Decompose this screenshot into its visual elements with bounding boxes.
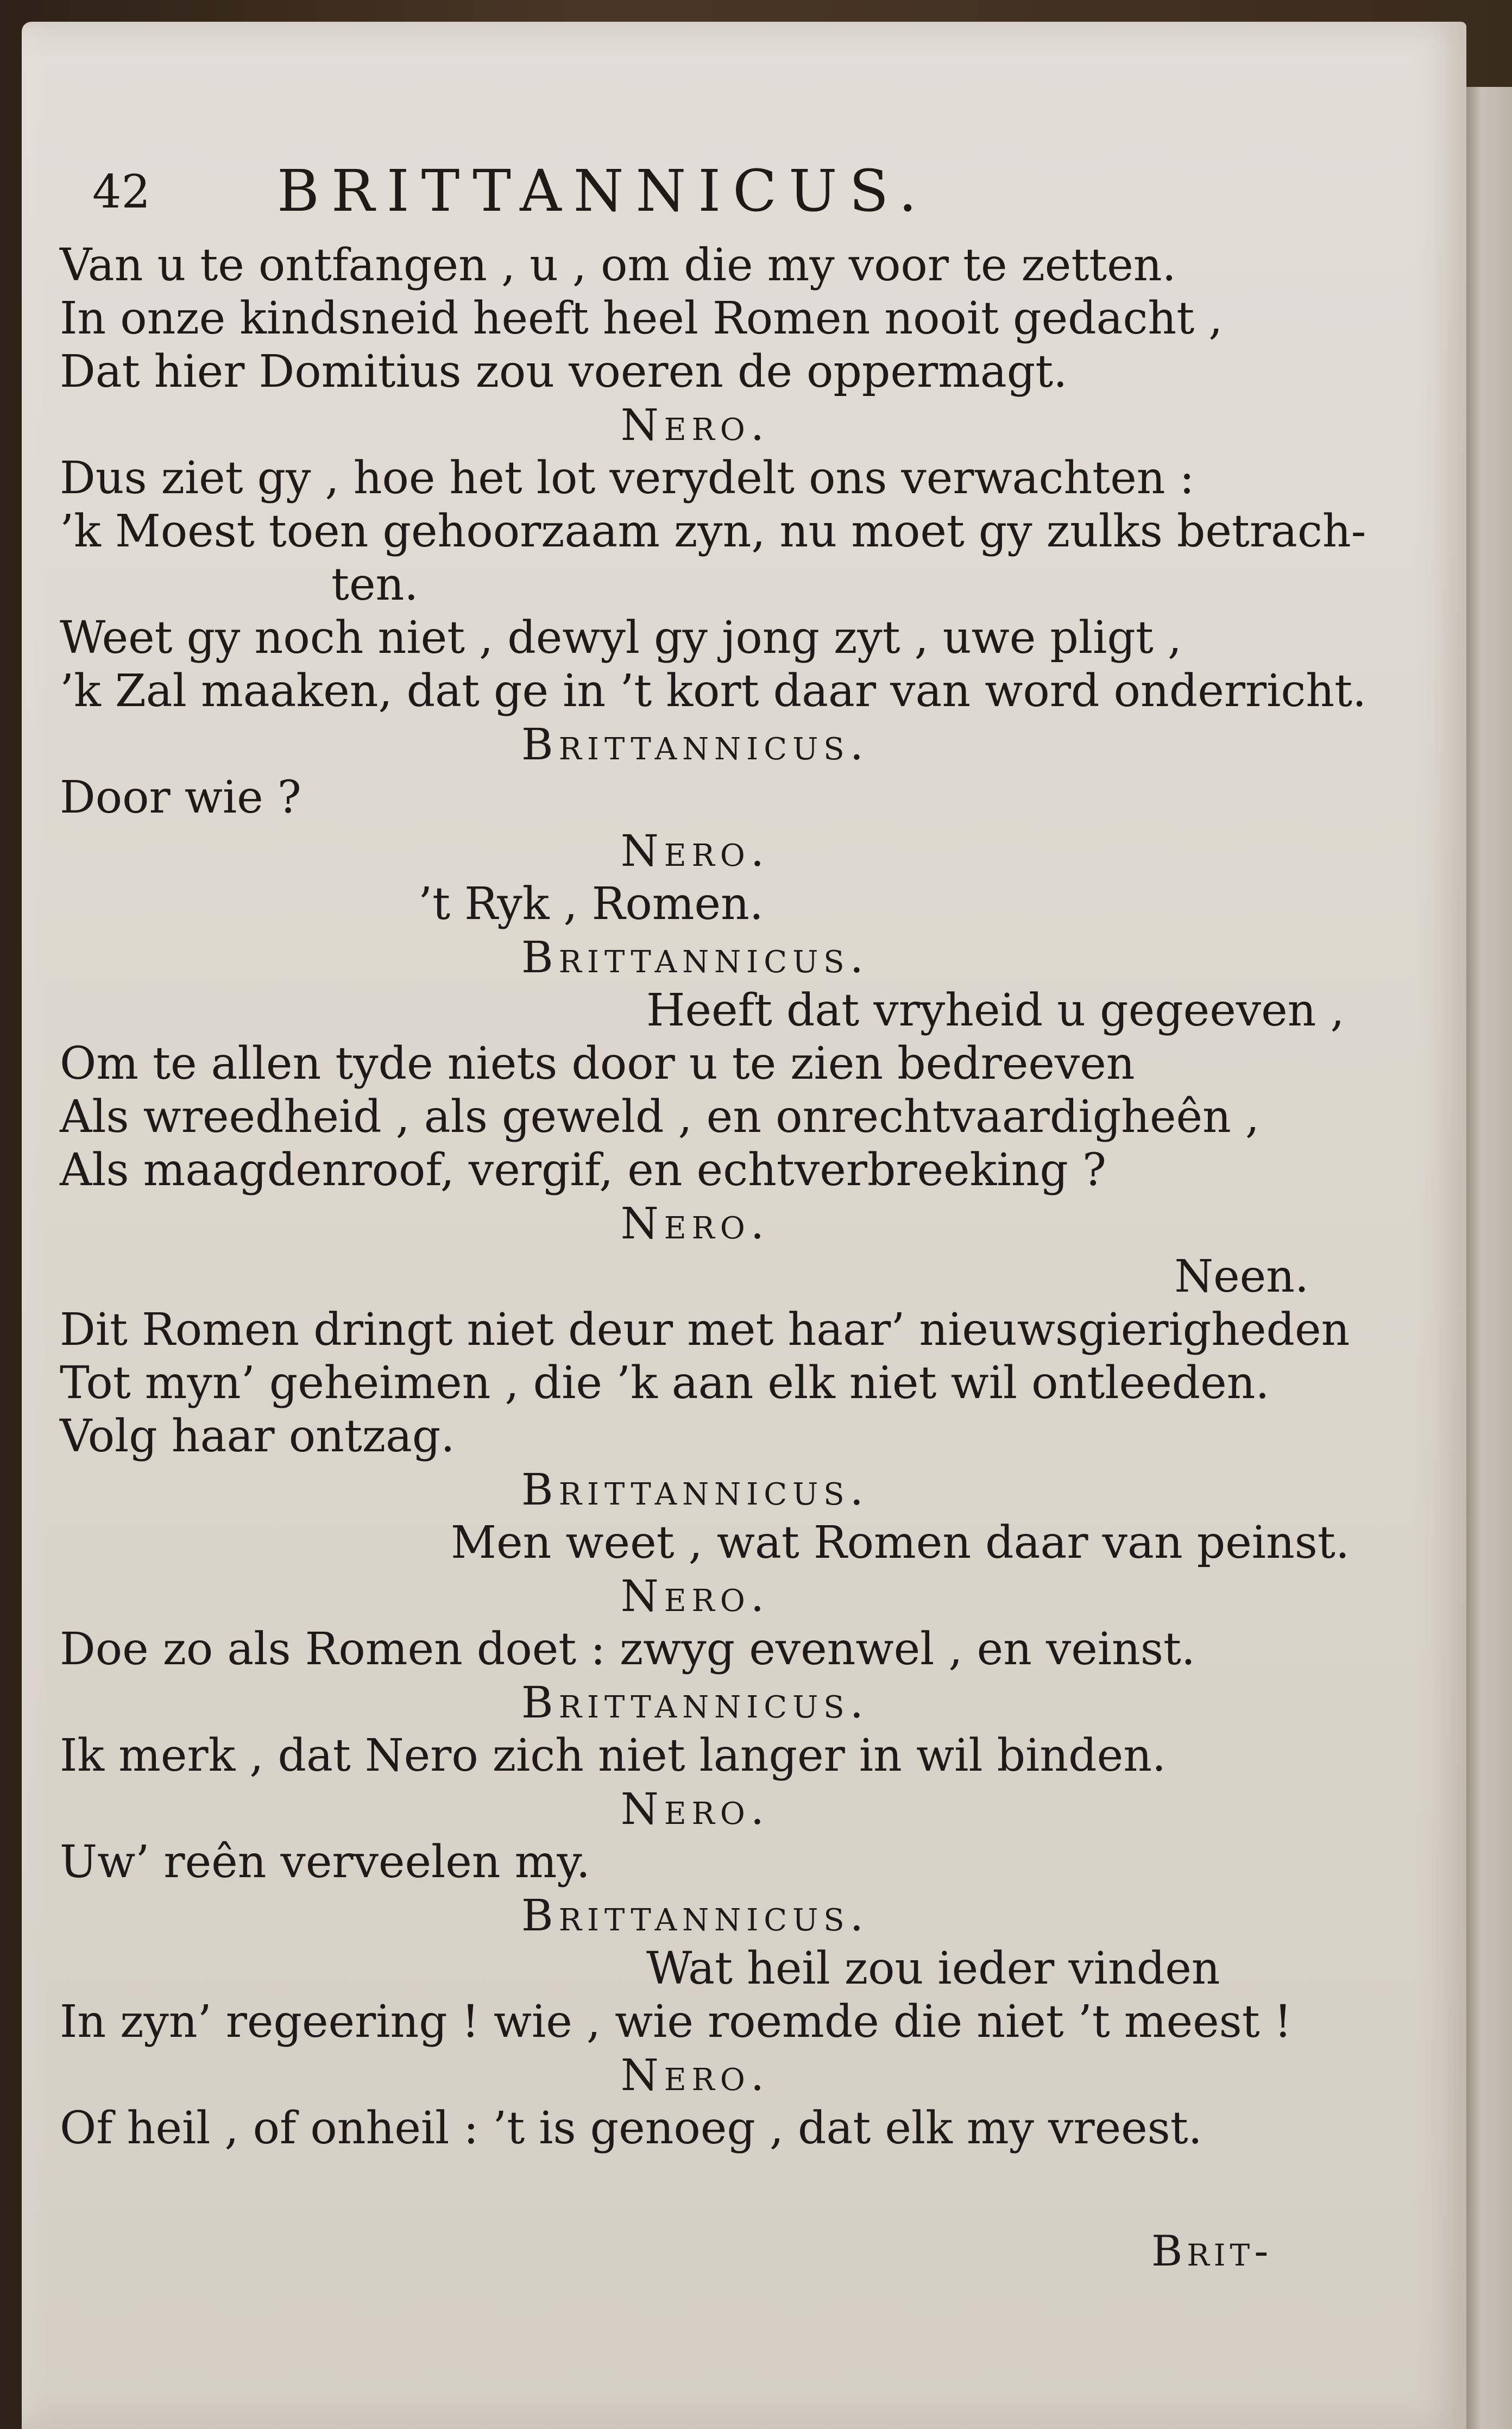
page-header [92,158,1179,228]
text-line: Wat heil zou ieder vinden [646,1943,1220,1994]
text-line: Ik merk , dat Nero zich niet langer in wil binden. [60,1730,1167,1782]
text-line: Volg haar ontzag. [60,1411,455,1462]
speaker-name: Nero. [620,826,770,876]
text-line: ten. [331,559,419,611]
text-line: ’k Zal maaken, dat ge in ’t kort daar van word onderricht. [60,665,1367,717]
play-text [60,239,1367,2155]
text-line: Dus ziet gy , hoe het lot verydelt ons verwachten : [60,452,1195,504]
speaker-name: Brittannicus. [521,719,870,770]
text-line: Weet gy noch niet , dewyl gy jong zyt , uwe pligt , [60,612,1182,664]
speaker-name: Nero. [620,2050,770,2100]
speaker-name: Brittannicus. [521,932,870,983]
text-line: Heeft dat vryheid u gegeeven , [646,985,1345,1036]
text-line: ’t Ryk , Romen. [418,878,764,930]
text-line: Van u te ontfangen , u , om die my voor te zetten. [60,240,1176,291]
speaker-name: Nero. [620,1571,770,1621]
speaker-name: Nero. [620,1784,770,1834]
speaker-name: Brittannicus. [521,1677,870,1728]
text-line: Uw’ reên verveelen my. [60,1836,590,1888]
text-line: Tot myn’ geheimen , die ’k aan elk niet wil ontleeden. [60,1357,1270,1409]
running-head: BRITTANNICUS. [277,158,929,224]
catchword: Brit- [1151,2227,1273,2276]
facing-page-edge [1461,87,1512,2429]
text-line: In zyn’ regeering ! wie , wie roemde die niet ’t meest ! [60,1996,1292,2048]
text-line: In onze kindsneid heeft heel Romen nooit gedacht , [60,293,1223,344]
text-line: Neen. [1174,1251,1309,1302]
text-line: Dat hier Domitius zou voeren de oppermagt. [60,346,1068,398]
text-line: Als maagdenroof, vergif, en echtverbreeking ? [60,1144,1106,1196]
page-number: 42 [92,165,150,218]
text-line: Als wreedheid , als geweld , en onrechtvaardigheên , [60,1091,1259,1143]
text-line: Of heil , of onheil : ’t is genoeg , dat elk my vreest. [60,2103,1202,2154]
speaker-name: Brittannicus. [521,1890,870,1941]
text-line: Men weet , wat Romen daar van peinst. [451,1517,1350,1569]
speaker-name: Nero. [620,1198,770,1249]
text-line: Dit Romen dringt niet deur met haar’ nieuwsgierigheden [60,1304,1350,1356]
speaker-name: Nero. [620,400,770,450]
text-line: Door wie ? [60,772,301,823]
text-line: Doe zo als Romen doet : zwyg evenwel , en veinst. [60,1623,1195,1675]
text-line: ’k Moest toen gehoorzaam zyn, nu moet gy zulks betrach- [60,506,1366,557]
speaker-name: Brittannicus. [521,1464,870,1515]
text-line: Om te allen tyde niets door u te zien bedreeven [60,1038,1135,1090]
